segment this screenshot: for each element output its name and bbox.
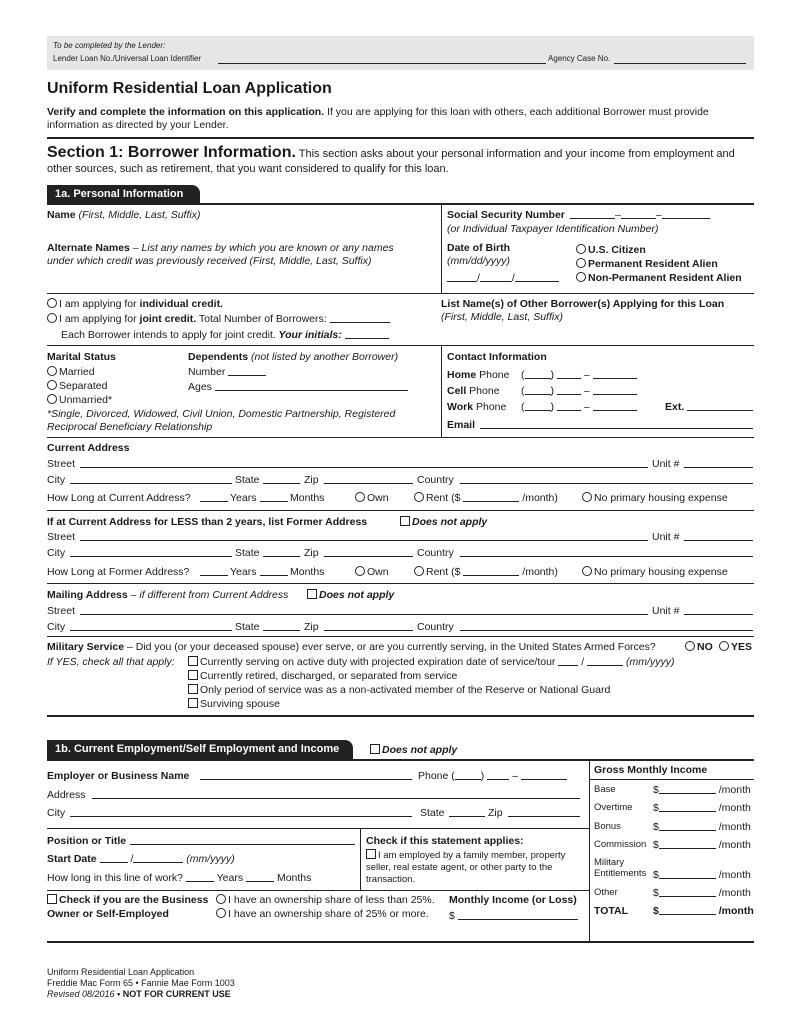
footer-form-numbers: Freddie Mac Form 65 • Fannie Mae Form 1003 bbox=[47, 978, 235, 988]
divider bbox=[47, 828, 590, 829]
mailing-unit-field[interactable] bbox=[684, 605, 753, 615]
current-city-field[interactable] bbox=[70, 474, 232, 484]
alternate-names-hint: under which credit was previously received (First, Middle, Last, Suffix) bbox=[47, 255, 372, 267]
other-borrowers-label: List Name(s) of Other Borrower(s) Applying for this Loan bbox=[441, 298, 725, 310]
area-code-field[interactable] bbox=[455, 770, 481, 780]
radio-icon bbox=[719, 641, 729, 651]
monthly-income-field[interactable] bbox=[458, 910, 578, 920]
check-statement-label: Check if this statement applies: bbox=[366, 835, 524, 847]
agency-case-field[interactable] bbox=[614, 54, 746, 64]
checkbox-icon bbox=[366, 849, 376, 859]
employer-city-field[interactable] bbox=[70, 807, 412, 817]
work-months-field[interactable] bbox=[246, 872, 274, 882]
radio-icon bbox=[576, 272, 586, 282]
current-zip-field[interactable] bbox=[324, 474, 413, 484]
unmarried-note-2: Reciprocal Beneficiary Relationship bbox=[47, 421, 213, 433]
work-phone: Work Phone bbox=[447, 401, 507, 413]
mailing-zip-field[interactable] bbox=[324, 621, 413, 631]
current-no-housing-option[interactable]: No primary housing expense bbox=[582, 492, 728, 505]
radio-icon bbox=[685, 641, 695, 651]
checkbox-icon bbox=[188, 656, 198, 666]
dob-hint: (mm/dd/yyyy) bbox=[447, 255, 510, 267]
former-no-housing-option[interactable]: No primary housing expense bbox=[582, 566, 728, 579]
divider bbox=[47, 715, 754, 717]
unit-label: Unit # bbox=[652, 458, 680, 470]
initials-field[interactable] bbox=[345, 329, 389, 339]
current-unit-field[interactable] bbox=[684, 458, 753, 468]
email-field[interactable] bbox=[480, 419, 753, 429]
former-country-field[interactable] bbox=[460, 547, 753, 557]
income-commission-field[interactable]: $ /month bbox=[653, 839, 751, 851]
military-active-duty[interactable]: Currently serving on active duty with projected expiration date of service/tour / (mm/yyyy) bbox=[188, 656, 674, 669]
former-own-option[interactable]: Own bbox=[355, 566, 389, 579]
city-label: City bbox=[47, 474, 66, 486]
work-years-field[interactable] bbox=[186, 872, 214, 882]
cell-phone-field[interactable]: ( ) – bbox=[521, 385, 637, 398]
radio-icon bbox=[47, 380, 57, 390]
unmarried-note: *Single, Divorced, Widowed, Civil Union, Domestic Partnership, Registered bbox=[47, 408, 396, 420]
income-bonus-label: Bonus bbox=[594, 821, 621, 832]
zip-label: Zip bbox=[304, 474, 319, 486]
income-overtime-field[interactable]: $ /month bbox=[653, 802, 751, 814]
income-other-field[interactable]: $ /month bbox=[653, 887, 751, 899]
home-phone: Home Phone bbox=[447, 369, 510, 381]
current-months-field[interactable] bbox=[260, 492, 288, 502]
start-year-field[interactable] bbox=[133, 853, 183, 863]
family-member-statement[interactable]: I am employed by a family member, property seller, real estate agent, or other party to the transaction. bbox=[366, 850, 566, 885]
employer-address-label: Address bbox=[47, 789, 86, 801]
citizenship-non-permanent[interactable]: Non-Permanent Resident Alien bbox=[576, 272, 742, 285]
radio-icon bbox=[355, 566, 365, 576]
citizenship-permanent[interactable]: Permanent Resident Alien bbox=[576, 258, 718, 271]
footer-form-name: Uniform Residential Loan Application bbox=[47, 967, 195, 977]
lender-loan-no-label: Lender Loan No./Universal Loan Identifier bbox=[53, 54, 202, 63]
dob-label: Date of Birth bbox=[447, 242, 510, 254]
alternate-names-label: Alternate Names – List any names by which you are known or any names bbox=[47, 242, 394, 254]
intro-text: Verify and complete the information on this application. If you are applying for this loan with others, each additional Borrower must provide information as directed by your Lender. bbox=[47, 106, 709, 132]
radio-icon bbox=[216, 908, 226, 918]
state-label: State bbox=[235, 621, 260, 633]
country-label: Country bbox=[417, 474, 454, 486]
zip-label: Zip bbox=[304, 621, 319, 633]
employer-state-field[interactable] bbox=[449, 807, 485, 817]
divider bbox=[47, 203, 754, 205]
unit-label: Unit # bbox=[652, 531, 680, 543]
former-years-field[interactable] bbox=[200, 566, 228, 576]
years-label: Years bbox=[230, 566, 257, 578]
start-month-field[interactable] bbox=[100, 853, 128, 863]
how-long-former-label: How Long at Former Address? bbox=[47, 566, 190, 578]
contact-info-label: Contact Information bbox=[447, 351, 547, 363]
unit-label: Unit # bbox=[652, 605, 680, 617]
dependents-ages-field[interactable] bbox=[215, 381, 408, 391]
radio-icon bbox=[355, 492, 365, 502]
income-bonus-field[interactable]: $ /month bbox=[653, 821, 751, 833]
street-label: Street bbox=[47, 458, 76, 470]
income-other-label: Other bbox=[594, 887, 618, 898]
divider bbox=[47, 510, 754, 511]
employer-name-label: Employer or Business Name bbox=[47, 770, 190, 782]
dob-field[interactable]: / / bbox=[447, 272, 559, 285]
divider bbox=[360, 828, 361, 890]
email-label: Email bbox=[447, 419, 476, 431]
income-base-field[interactable]: $ /month bbox=[653, 784, 751, 796]
military-yes-option[interactable]: YES bbox=[719, 641, 752, 654]
ssn-hint: (or Individual Taxpayer Identification Number) bbox=[447, 223, 659, 235]
ext-label: Ext. bbox=[665, 401, 685, 413]
former-zip-field[interactable] bbox=[324, 547, 413, 557]
section-1a-header: 1a. Personal Information bbox=[47, 185, 200, 204]
divider bbox=[441, 346, 442, 437]
radio-icon bbox=[576, 244, 586, 254]
how-long-line-of-work: How long in this line of work? Years Months bbox=[47, 872, 312, 884]
employer-city-label: City bbox=[47, 807, 66, 819]
military-no-option[interactable]: NO bbox=[685, 641, 713, 654]
divider bbox=[47, 759, 754, 761]
former-street-field[interactable] bbox=[80, 531, 648, 541]
current-country-field[interactable] bbox=[460, 474, 753, 484]
income-base-label: Base bbox=[594, 784, 616, 795]
gross-monthly-income-label: Gross Monthly Income bbox=[594, 764, 708, 776]
agency-case-label: Agency Case No. bbox=[548, 54, 611, 63]
employer-zip-field[interactable] bbox=[508, 807, 580, 817]
state-label: State bbox=[235, 547, 260, 559]
divider bbox=[47, 941, 754, 943]
credit-individual-option[interactable]: I am applying for individual credit. bbox=[47, 298, 223, 311]
employer-state-label: State bbox=[420, 807, 445, 819]
income-overtime-label: Overtime bbox=[594, 802, 633, 813]
dependents-number-field[interactable] bbox=[228, 366, 266, 376]
former-rent-option[interactable]: Rent ($ /month) bbox=[414, 566, 558, 579]
current-rent-amount[interactable] bbox=[463, 492, 519, 502]
credit-joint-option[interactable]: I am applying for joint credit. Total Number of Borrowers: bbox=[47, 313, 390, 326]
divider bbox=[47, 437, 754, 438]
former-does-not-apply[interactable]: Does not apply bbox=[400, 516, 487, 529]
current-street-field[interactable] bbox=[80, 458, 648, 468]
radio-icon bbox=[47, 394, 57, 404]
section-divider bbox=[47, 137, 754, 139]
income-military-field[interactable]: $ /month bbox=[653, 869, 751, 881]
divider bbox=[47, 293, 754, 294]
monthly-income-label: Monthly Income (or Loss) bbox=[449, 894, 577, 906]
checkbox-icon bbox=[370, 744, 380, 754]
ssn-field[interactable]: – – bbox=[570, 209, 710, 222]
radio-icon bbox=[576, 258, 586, 268]
work-phone-field[interactable]: ( ) – bbox=[521, 401, 637, 414]
mailing-street-field[interactable] bbox=[80, 605, 648, 615]
current-address-label: Current Address bbox=[47, 442, 130, 454]
business-owner-check[interactable]: Check if you are the Business Owner or Self-Employed bbox=[47, 894, 209, 920]
radio-icon bbox=[47, 313, 57, 323]
start-date: Start Date / (mm/yyyy) bbox=[47, 853, 235, 865]
radio-icon bbox=[47, 298, 57, 308]
checkbox-icon bbox=[400, 516, 410, 526]
divider bbox=[47, 583, 754, 584]
former-rent-amount[interactable] bbox=[463, 566, 519, 576]
checkbox-icon bbox=[188, 670, 198, 680]
divider bbox=[441, 204, 442, 293]
checkbox-icon bbox=[188, 698, 198, 708]
months-label: Months bbox=[290, 492, 325, 504]
dependents-number: Number bbox=[188, 366, 266, 379]
city-label: City bbox=[47, 621, 66, 633]
ownership-less-25[interactable]: I have an ownership share of less than 25%. bbox=[216, 894, 435, 907]
ownership-25-more[interactable]: I have an ownership share of 25% or more. bbox=[216, 908, 429, 921]
current-state-field[interactable] bbox=[263, 474, 300, 484]
marital-separated[interactable]: Separated bbox=[47, 380, 107, 393]
checkbox-icon bbox=[47, 894, 57, 904]
former-months-field[interactable] bbox=[260, 566, 288, 576]
divider bbox=[590, 779, 754, 780]
military-reserve[interactable]: Only period of service was as a non-activated member of the Reserve or National Guard bbox=[188, 684, 610, 697]
former-unit-field[interactable] bbox=[684, 531, 753, 541]
state-label: State bbox=[235, 474, 260, 486]
radio-icon bbox=[47, 366, 57, 376]
divider bbox=[47, 636, 754, 637]
former-address-label: If at Current Address for LESS than 2 years, list Former Address bbox=[47, 516, 368, 528]
checkbox-icon bbox=[188, 684, 198, 694]
dependents-ages: Ages bbox=[188, 381, 408, 394]
military-service-question: Military Service – Did you (or your deceased spouse) ever serve, or are you currently serving, in the United States Armed Forces? bbox=[47, 641, 656, 653]
country-label: Country bbox=[417, 547, 454, 559]
street-label: Street bbox=[47, 605, 76, 617]
position-label: Position or Title bbox=[47, 835, 127, 847]
income-military-label: Military Entitlements bbox=[594, 857, 647, 880]
lender-instruction: To be completed by the Lender: bbox=[53, 41, 166, 50]
section1-title: Section 1: Borrower Information. bbox=[47, 144, 296, 161]
income-total-label: TOTAL bbox=[594, 905, 629, 917]
if-yes-label: If YES, check all that apply: bbox=[47, 656, 175, 668]
lender-loan-no-field[interactable] bbox=[218, 54, 546, 64]
marital-status-label: Marital Status bbox=[47, 351, 116, 363]
marital-married[interactable]: Married bbox=[47, 366, 95, 379]
street-label: Street bbox=[47, 531, 76, 543]
employer-name-field[interactable] bbox=[200, 770, 412, 780]
current-own-option[interactable]: Own bbox=[355, 492, 389, 505]
former-state-field[interactable] bbox=[263, 547, 300, 557]
mailing-state-field[interactable] bbox=[263, 621, 300, 631]
mailing-does-not-apply[interactable]: Does not apply bbox=[307, 589, 394, 602]
section1-heading: Section 1: Borrower Information. This section asks about your personal information and your income from employment and other sources, such as retirement, that you want considered to qualify for this loan. bbox=[47, 144, 735, 175]
radio-icon bbox=[582, 566, 592, 576]
name-label: Name (First, Middle, Last, Suffix) bbox=[47, 209, 201, 221]
employer-zip-label: Zip bbox=[488, 807, 503, 819]
divider bbox=[47, 890, 590, 891]
radio-icon bbox=[216, 894, 226, 904]
income-commission-label: Commission bbox=[594, 839, 647, 850]
phone-line-field[interactable] bbox=[521, 770, 567, 780]
country-label: Country bbox=[417, 621, 454, 633]
mailing-city-field[interactable] bbox=[70, 621, 232, 631]
years-label: Years bbox=[230, 492, 257, 504]
current-rent-option[interactable]: Rent ($ /month) bbox=[414, 492, 558, 505]
citizenship-us[interactable]: U.S. Citizen bbox=[576, 244, 646, 257]
marital-unmarried[interactable]: Unmarried* bbox=[47, 394, 112, 407]
cell-phone: Cell Phone bbox=[447, 385, 500, 397]
months-label: Months bbox=[290, 566, 325, 578]
mailing-address-label: Mailing Address – if different from Current Address bbox=[47, 589, 289, 601]
zip-label: Zip bbox=[304, 547, 319, 559]
phone-prefix-field[interactable] bbox=[487, 770, 509, 780]
checkbox-icon bbox=[307, 589, 317, 599]
city-label: City bbox=[47, 547, 66, 559]
divider bbox=[47, 345, 754, 346]
military-retired[interactable]: Currently retired, discharged, or separated from service bbox=[188, 670, 457, 683]
employment-does-not-apply[interactable]: Does not apply bbox=[370, 744, 457, 757]
ssn-label: Social Security Number bbox=[447, 209, 565, 221]
total-borrowers-field[interactable] bbox=[330, 313, 390, 323]
other-borrowers-hint: (First, Middle, Last, Suffix) bbox=[441, 311, 563, 323]
dependents-label: Dependents (not listed by another Borrower) bbox=[188, 351, 399, 363]
former-city-field[interactable] bbox=[70, 547, 232, 557]
section-1b-header: 1b. Current Employment/Self Employment and Income bbox=[47, 740, 353, 759]
how-long-current-label: How Long at Current Address? bbox=[47, 492, 191, 504]
home-phone-field[interactable]: ( ) – bbox=[521, 369, 637, 382]
mailing-country-field[interactable] bbox=[460, 621, 753, 631]
employer-phone: Phone ( ) – bbox=[418, 770, 567, 783]
radio-icon bbox=[414, 566, 424, 576]
radio-icon bbox=[582, 492, 592, 502]
ext-field[interactable] bbox=[687, 401, 753, 411]
income-total-field[interactable]: $ /month bbox=[653, 905, 754, 917]
form-title: Uniform Residential Loan Application bbox=[47, 80, 332, 97]
joint-initials: Each Borrower intends to apply for joint credit. Your initials: bbox=[61, 329, 389, 342]
divider bbox=[589, 760, 590, 942]
military-surviving-spouse[interactable]: Surviving spouse bbox=[188, 698, 280, 711]
footer-revised: Revised 08/2016 • NOT FOR CURRENT USE bbox=[47, 989, 231, 999]
current-years-field[interactable] bbox=[200, 492, 228, 502]
radio-icon bbox=[414, 492, 424, 502]
employer-address-field[interactable] bbox=[92, 789, 580, 799]
position-field[interactable] bbox=[130, 835, 355, 845]
monthly-income-dollar: $ bbox=[449, 910, 455, 922]
